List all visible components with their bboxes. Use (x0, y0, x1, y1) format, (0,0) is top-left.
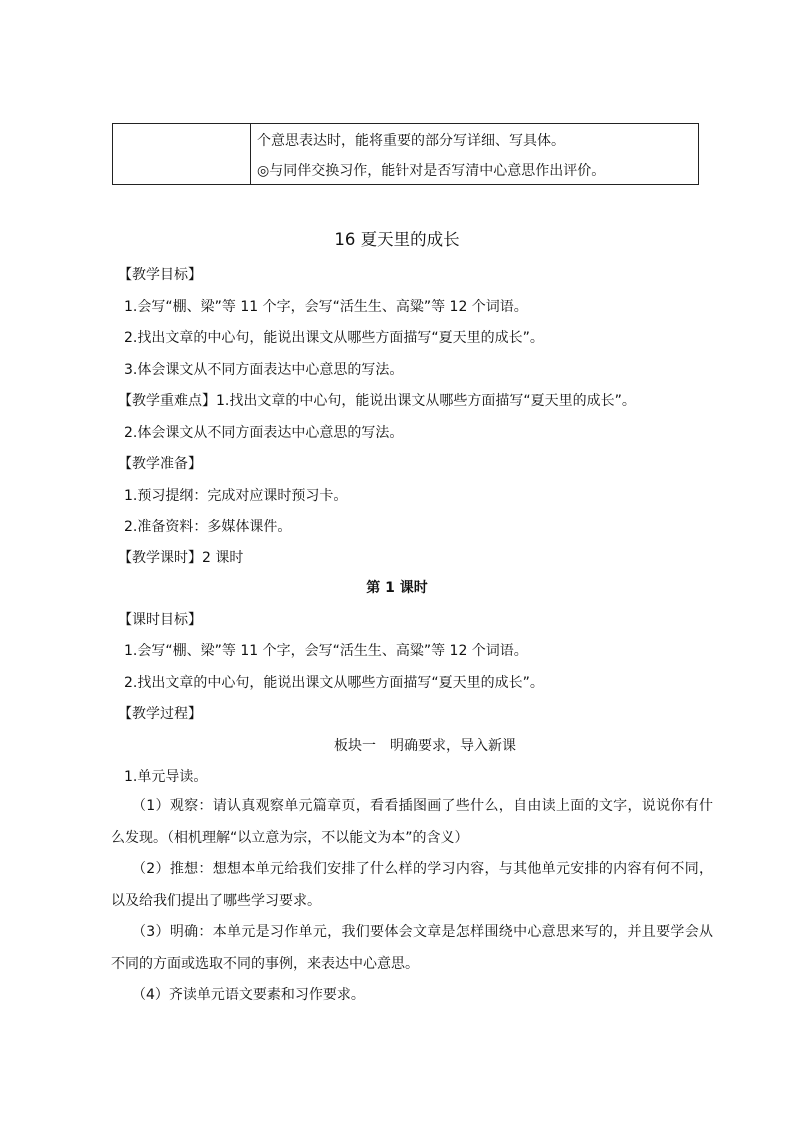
key-points-line: 2.体会课文从不同方面表达中心意思的写法。 (124, 425, 404, 441)
table-row-text: ◎与同伴交换习作，能针对是否写清中心意思作出评价。 (257, 163, 606, 179)
process-paragraph: （1）观察：请认真观察单元篇章页，看看插图画了些什么，自由读上面的文字，说说你有什么发现。（相机理解“以立意为宗，不以能文为本”的含义） (111, 798, 713, 846)
section-heading-period-goals: 【课时目标】 (118, 612, 202, 628)
section-heading-preparation: 【教学准备】 (118, 456, 202, 472)
goal-item: 3.体会课文从不同方面表达中心意思的写法。 (124, 362, 404, 378)
block-heading: 板块一 明确要求，导入新课 (334, 738, 516, 754)
step-heading: 1.单元导读。 (124, 769, 208, 785)
preparation-item: 1.预习提纲：完成对应课时预习卡。 (124, 488, 348, 504)
teaching-hours: 【教学课时】2 课时 (118, 550, 244, 566)
key-points-line: 【教学重难点】1.找出文章的中心句，能说出课文从哪些方面描写“夏天里的成长”。 (118, 393, 636, 409)
table-empty-cell (113, 124, 251, 184)
table-content-cell (251, 124, 698, 184)
lesson-title: 16 夏天里的成长 (334, 230, 460, 249)
period-goal-item: 2.找出文章的中心句，能说出课文从哪些方面描写“夏天里的成长”。 (124, 675, 544, 691)
goal-item: 1.会写“棚、梁”等 11 个字，会写“活生生、高粱”等 12 个词语。 (124, 299, 528, 315)
process-paragraph: （3）明确：本单元是习作单元，我们要体会文章是怎样围绕中心意思来写的，并且要学会从不同的方面或选取不同的事例，来表达中心意思。 (111, 924, 713, 972)
process-paragraph: （4）齐读单元语文要素和习作要求。 (132, 987, 365, 1003)
period-goal-item: 1.会写“棚、梁”等 11 个字，会写“活生生、高粱”等 12 个词语。 (124, 643, 528, 659)
table-row-text: 个意思表达时，能将重要的部分写详细、写具体。 (257, 133, 565, 149)
preparation-item: 2.准备资料：多媒体课件。 (124, 519, 292, 535)
section-heading-process: 【教学过程】 (118, 706, 202, 722)
criteria-table-fragment (112, 123, 699, 185)
process-paragraph: （2）推想：想想本单元给我们安排了什么样的学习内容，与其他单元安排的内容有何不同，以及给我们提出了哪些学习要求。 (111, 861, 713, 909)
section-heading-goals: 【教学目标】 (118, 267, 202, 283)
goal-item: 2.找出文章的中心句，能说出课文从哪些方面描写“夏天里的成长”。 (124, 330, 544, 346)
period-title: 第 1 课时 (366, 580, 428, 596)
